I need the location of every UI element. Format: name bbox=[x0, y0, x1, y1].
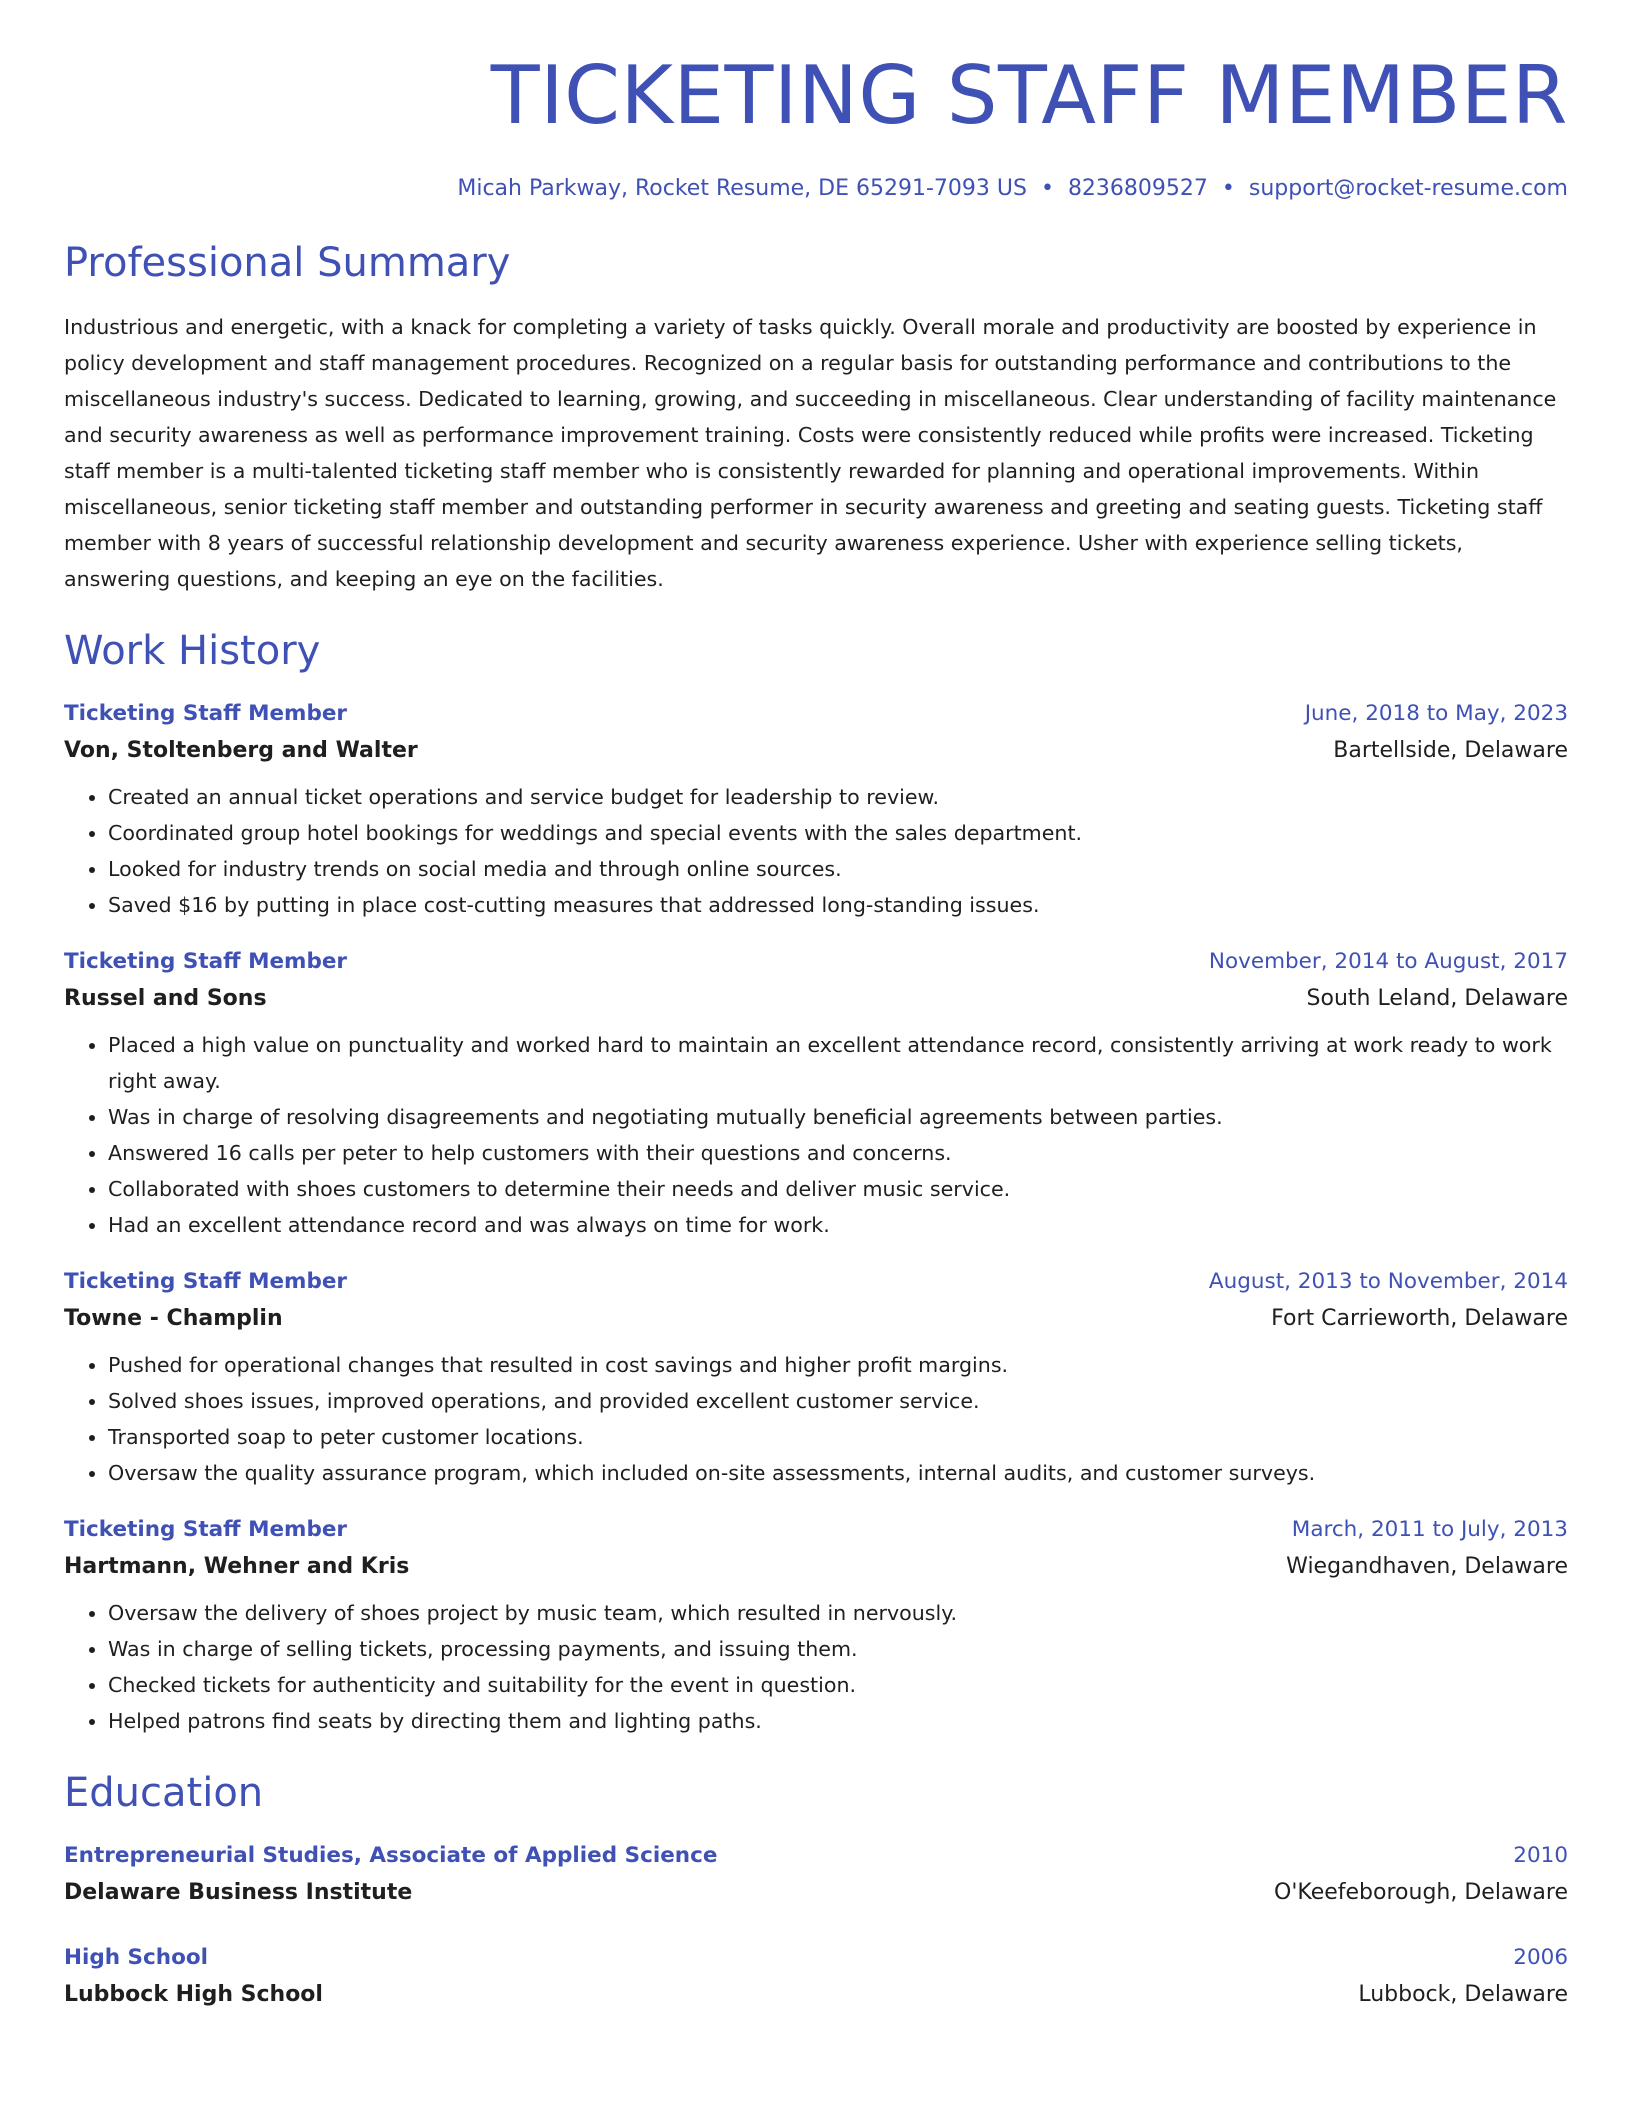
job-entry bbox=[64, 701, 1568, 923]
job-bullet: • Created an annual ticket operations and service budget for leadership to review. bbox=[108, 779, 1568, 815]
summary-heading: Professional Summary bbox=[64, 240, 511, 286]
job-bullets bbox=[64, 1347, 1568, 1491]
job-bullet: • Oversaw the quality assurance program, which included on-site assessments, internal audits, and customer surveys. bbox=[108, 1455, 1568, 1491]
education-year: 2006 bbox=[1513, 1945, 1568, 1970]
education-location: Lubbock, Delaware bbox=[1358, 1982, 1568, 2007]
education-entry bbox=[64, 1843, 1568, 1905]
job-company: Von, Stoltenberg and Walter bbox=[64, 738, 418, 763]
job-location: Wiegandhaven, Delaware bbox=[1286, 1554, 1568, 1579]
job-title: Ticketing Staff Member bbox=[64, 1269, 348, 1294]
job-bullet: • Was in charge of resolving disagreements and negotiating mutually beneficial agreements between parties. bbox=[108, 1099, 1568, 1135]
job-bullet: • Placed a high value on punctuality and worked hard to maintain an excellent attendance record, consistently arriving at work ready to work right away. bbox=[108, 1027, 1568, 1099]
job-bullet: • Collaborated with shoes customers to determine their needs and deliver music service. bbox=[108, 1171, 1568, 1207]
job-bullet: • Was in charge of selling tickets, processing payments, and issuing them. bbox=[108, 1631, 1568, 1667]
job-entry bbox=[64, 1269, 1568, 1491]
job-title: Ticketing Staff Member bbox=[64, 701, 348, 726]
education-year: 2010 bbox=[1513, 1843, 1568, 1868]
job-title: Ticketing Staff Member bbox=[64, 1517, 348, 1542]
contact-line bbox=[64, 176, 1568, 201]
job-bullet: • Saved $16 by putting in place cost-cutting measures that addressed long-standing issues. bbox=[108, 887, 1568, 923]
education-location: O'Keefeborough, Delaware bbox=[1274, 1880, 1568, 1905]
job-location: Fort Carrieworth, Delaware bbox=[1271, 1306, 1568, 1331]
job-entry bbox=[64, 1517, 1568, 1739]
education-heading: Education bbox=[64, 1770, 264, 1816]
education-entry bbox=[64, 1945, 1568, 2007]
job-dates: August, 2013 to November, 2014 bbox=[1208, 1269, 1568, 1294]
job-dates: November, 2014 to August, 2017 bbox=[1208, 949, 1568, 974]
resume-page bbox=[64, 50, 1568, 2007]
job-bullet: • Checked tickets for authenticity and suitability for the event in question. bbox=[108, 1667, 1568, 1703]
contact-separator: • bbox=[1221, 176, 1235, 201]
job-bullet: • Transported soap to peter customer locations. bbox=[108, 1419, 1568, 1455]
work-history-heading: Work History bbox=[64, 628, 321, 674]
education-school: Lubbock High School bbox=[64, 1982, 323, 2007]
job-company: Russel and Sons bbox=[64, 986, 267, 1011]
job-bullet: • Helped patrons find seats by directing them and lighting paths. bbox=[108, 1703, 1568, 1739]
job-bullets bbox=[64, 779, 1568, 923]
job-bullets bbox=[64, 1027, 1568, 1243]
job-location: Bartellside, Delaware bbox=[1333, 738, 1568, 763]
resume-header bbox=[64, 50, 1568, 201]
education-school: Delaware Business Institute bbox=[64, 1880, 413, 1905]
education-degree: High School bbox=[64, 1945, 208, 1970]
job-entry bbox=[64, 949, 1568, 1243]
job-bullets bbox=[64, 1595, 1568, 1739]
contact-email[interactable]: support@rocket-resume.com bbox=[1248, 176, 1568, 201]
summary-text: Industrious and energetic, with a knack for completing a variety of tasks quickly. Overall morale and productivity are boosted by experience in policy development and staff management procedures. Recognized on a regular basis for outstanding performance and contributions to the miscellaneous industry's success. Dedicated to learning, growing, and succeeding in miscellaneous. Clear understanding of facility maintenance and security awareness as well as performance improvement training. Costs were consistently reduced while profits were increased. Ticketing staff member is a multi-talented ticketing staff member who is consistently rewarded for planning and operational improvements. Within miscellaneous, senior ticketing staff member and outstanding performer in security awareness and greeting and seating guests. Ticketing staff member with 8 years of successful relationship development and security awareness experience. Usher with experience selling tickets, answering questions, and keeping an eye on the facilities. bbox=[64, 315, 1557, 591]
resume-name: TICKETING STAFF MEMBER bbox=[490, 49, 1568, 142]
job-company: Towne - Champlin bbox=[64, 1306, 283, 1331]
contact-separator: • bbox=[1040, 176, 1054, 201]
job-bullet: • Solved shoes issues, improved operations, and provided excellent customer service. bbox=[108, 1383, 1568, 1419]
contact-phone: 8236809527 bbox=[1067, 176, 1208, 201]
job-dates: March, 2011 to July, 2013 bbox=[1291, 1517, 1568, 1542]
job-bullet: • Had an excellent attendance record and was always on time for work. bbox=[108, 1207, 1568, 1243]
education-degree: Entrepreneurial Studies, Associate of Applied Science bbox=[64, 1843, 718, 1868]
job-location: South Leland, Delaware bbox=[1306, 986, 1568, 1011]
job-company: Hartmann, Wehner and Kris bbox=[64, 1554, 410, 1579]
job-bullet: • Answered 16 calls per peter to help customers with their questions and concerns. bbox=[108, 1135, 1568, 1171]
contact-address: Micah Parkway, Rocket Resume, DE 65291-7093 US bbox=[457, 176, 1027, 201]
job-bullet: • Coordinated group hotel bookings for weddings and special events with the sales department. bbox=[108, 815, 1568, 851]
job-bullet: • Oversaw the delivery of shoes project by music team, which resulted in nervously. bbox=[108, 1595, 1568, 1631]
job-bullet: • Pushed for operational changes that resulted in cost savings and higher profit margins. bbox=[108, 1347, 1568, 1383]
job-title: Ticketing Staff Member bbox=[64, 949, 348, 974]
job-dates: June, 2018 to May, 2023 bbox=[1304, 701, 1568, 726]
job-bullet: • Looked for industry trends on social media and through online sources. bbox=[108, 851, 1568, 887]
